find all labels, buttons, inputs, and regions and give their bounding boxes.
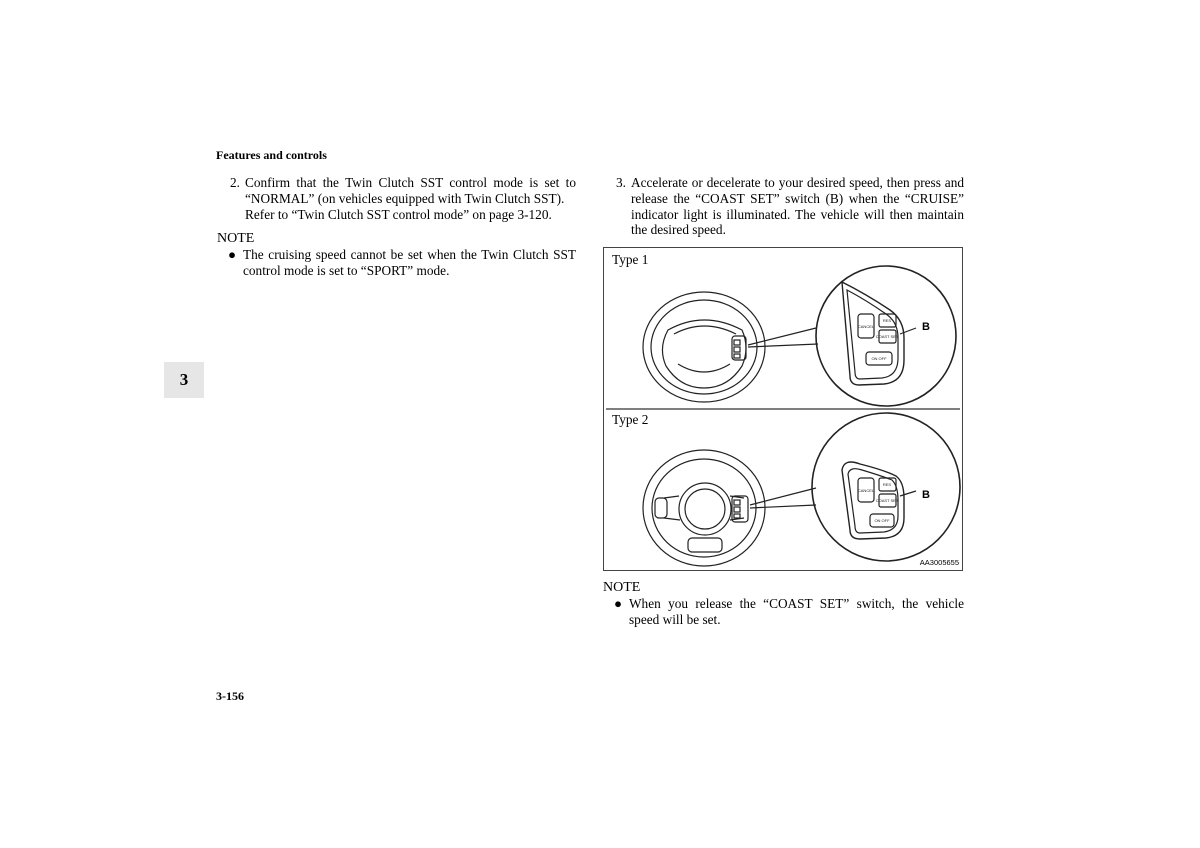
res-label-1: RES xyxy=(882,318,892,323)
on-off-label-1: ON OFF xyxy=(871,356,887,361)
step-text: Confirm that the Twin Clutch SST control mode is set to “NORMAL” (on vehicles equipped with Twin Clutch SST). xyxy=(245,175,576,206)
res-label-2: RES xyxy=(882,482,892,487)
type2-label: Type 2 xyxy=(612,412,649,427)
coast-set-label-1: COAST SET xyxy=(875,334,899,339)
step-text: Accelerate or decelerate to your desired speed, then press and release the “COAST SET” switch (B) when the “CRUISE” indicator light is illuminated. The vehicle will then maintain the desired speed. xyxy=(631,175,964,238)
bullet-icon: ● xyxy=(228,247,237,263)
callout-b-type1: B xyxy=(922,321,930,333)
page-reference: Refer to “Twin Clutch SST control mode” on page 3-120. xyxy=(245,206,552,222)
right-note xyxy=(603,580,964,628)
cancel-label-1: CANCEL xyxy=(857,324,875,329)
on-off-label-2: ON OFF xyxy=(874,518,890,523)
steering-wheel-figure xyxy=(603,247,963,571)
cancel-label-2: CANCEL xyxy=(857,488,875,493)
steering-wheel-type2-icon xyxy=(643,450,765,566)
page-number: 3-156 xyxy=(216,689,244,703)
figure-code: AA3005655 xyxy=(919,558,959,567)
step-number: 2. xyxy=(230,175,240,190)
step-number: 3. xyxy=(616,175,626,190)
step-3 xyxy=(616,175,964,238)
type1-label: Type 1 xyxy=(612,252,649,267)
note-heading: NOTE xyxy=(217,231,255,247)
steering-wheel-type1-icon xyxy=(643,292,765,402)
section-header: Features and controls xyxy=(216,148,327,162)
note-heading: NOTE xyxy=(603,580,641,595)
coast-set-label-2: COAST SET xyxy=(875,498,899,503)
figure-illustration xyxy=(604,248,962,570)
note-text: The cruising speed cannot be set when the Twin Clutch SST control mode is set to “SPORT” mode. xyxy=(243,247,576,279)
step-2 xyxy=(230,175,576,207)
chapter-tab xyxy=(164,362,204,398)
note-bullet xyxy=(230,247,576,279)
left-column xyxy=(217,175,576,279)
right-column xyxy=(616,175,964,238)
bullet-icon: ● xyxy=(614,596,623,611)
note-text: When you release the “COAST SET” switch, the vehicle speed will be set. xyxy=(629,596,964,627)
callout-b-type2: B xyxy=(922,489,930,501)
chapter-number: 3 xyxy=(179,370,189,389)
note-bullet xyxy=(616,596,964,628)
